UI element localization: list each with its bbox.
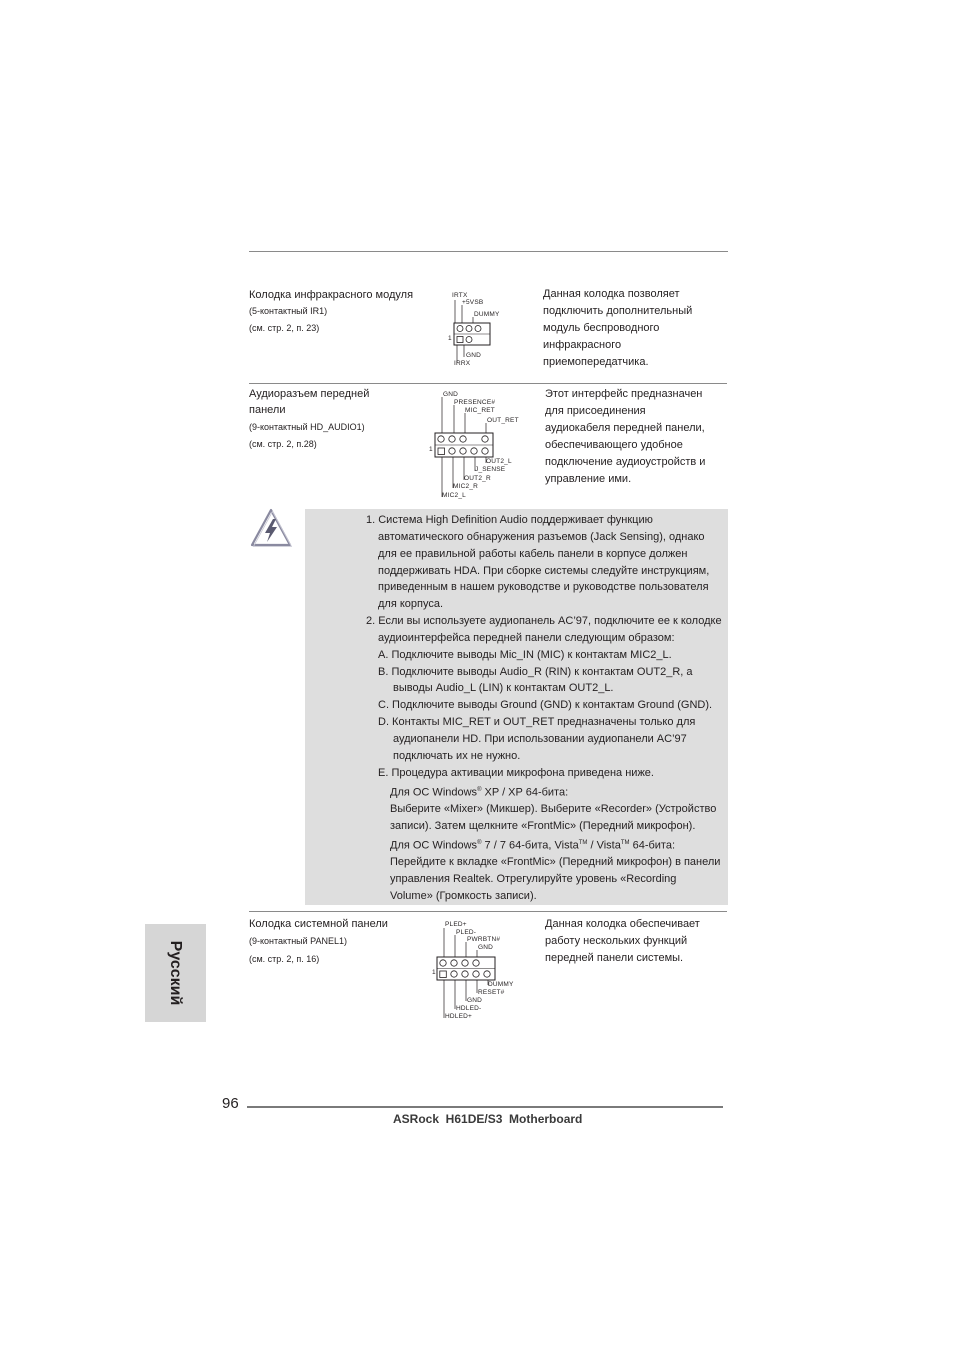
audio-pin-j-sense-label: J_SENSE [475,466,506,473]
note-line: D. Контакты MIC_RET и OUT_RET предназначены только для [378,716,696,729]
ir-pin-one-label: 1 [448,335,452,342]
audio-pin-out-ret-label: OUT_RET [487,417,519,424]
ir-pin-gnd-label: GND [466,352,482,359]
audio-pin-one-label: 1 [429,446,433,453]
panel-header-pin-diagram [432,918,532,1019]
note-line: B. Подключите выводы Audio_R (RIN) к контактам OUT2_R, а [378,665,693,678]
section-divider [249,911,727,912]
footer-product-name: ASRock H61DE/S3 Motherboard [393,1112,583,1126]
audio-header-ref: (см. стр. 2, п.28) [249,439,317,449]
audio-pin-mic-ret-label: MIC_RET [465,407,495,414]
audio-pin-gnd-label: GND [443,391,459,398]
desc-line: приемопередатчика. [543,356,649,368]
note-line: 1. Система High Definition Audio поддерживает функцию [366,514,653,526]
note-win7-mid: 7 / 7 64-бита, Vista [481,839,579,852]
note-text [305,512,730,905]
audio-pin-presence-label: PRESENCE# [454,399,496,406]
note-win7-mid2: / Vista [587,839,621,852]
ir-pin-dummy-label: DUMMY [474,311,500,318]
note-line: подключать их не нужно. [393,749,521,762]
note-win7-suffix: 64-бита: [629,839,676,852]
top-rule [249,251,728,252]
note-line: Перейдите к вкладке «FrontMic» (Передний микрофон) в панели [390,856,721,869]
note-line: поддерживать HDA. При сборке системы следуйте инструкциям, [378,564,710,577]
panel-pin-dummy-label: DUMMY [488,981,514,988]
desc-line: модуль беспроводного [543,322,660,334]
panel-pin-gnd-top-label: GND [478,944,494,951]
note-winxp-line [390,782,815,802]
panel-pin-reset-label: RESET# [478,989,505,996]
panel-pin-pwrbtn-label: PWRBTN# [467,936,501,943]
ir-header-subtitle: (5-контактный IR1) [249,306,328,316]
audio-pin-out2-l-label: OUT2_L [486,458,512,465]
desc-line: аудиокабеля передней панели, [545,422,705,434]
page-number: 96 [222,1095,239,1112]
note-line: автоматического обнаружения разъемов (Jack Sensing), однако [378,530,705,543]
audio-header-title-line-2: панели [249,404,286,416]
ir-header-pin-diagram [448,288,538,370]
desc-line: инфракрасного [543,339,622,351]
note-line: A. Подключите выводы Mic_IN (MIC) к контактам MIC2_L. [378,648,672,661]
note-line: записи). Затем щелкните «FrontMic» (Передний микрофон). [390,819,696,832]
audio-header-subtitle: (9-контактный HD_AUDIO1) [249,422,365,432]
note-line: 2. Если вы используете аудиопанель AC’97, подключите ее к колодке [366,615,722,628]
panel-header-subtitle: (9-контактный PANEL1) [249,936,348,946]
note-winxp-prefix: Для ОС Windows [390,786,478,799]
note-line: приведенным в нашем руководстве и руководстве пользователя [378,581,709,594]
note-line: C. Подключите выводы Ground (GND) к контактам Ground (GND). [378,699,713,712]
note-line: аудиопанели HD. При использовании аудиопанели AC’97 [393,732,687,745]
footer-rule [247,1106,723,1108]
ir-pin-irtx-label: IRTX [452,292,468,299]
desc-line: передней панели системы. [545,952,684,964]
note-win7-prefix: Для ОС Windows [390,839,478,852]
desc-line: управление ими. [545,473,632,485]
desc-line: подключение аудиоустройств и [545,456,706,468]
panel-pin-one-label: 1 [432,969,436,976]
registered-mark: ® [477,839,482,846]
desc-line: работу нескольких функций [545,935,688,947]
ir-pin-irrx-label: IRRX [454,360,471,367]
language-tab [145,924,206,1022]
note-line: выводы Audio_L (LIN) к контактам OUT2_L. [393,682,614,695]
panel-pin-pled-plus-label: PLED+ [445,921,467,928]
panel-pin-hdled-plus-label: HDLED+ [445,1013,473,1019]
audio-header-title-line-1: Аудиоразъем передней [249,388,370,400]
note-winxp-suffix: XP / XP 64-бита: [481,786,569,799]
audio-pin-out2-r-label: OUT2_R [464,475,491,482]
language-tab-label: Русский [167,940,184,1006]
note-line: Выберите «Mixer» (Микшер). Выберите «Recorder» (Устройство [390,803,717,815]
audio-pin-mic2-r-label: MIC2_R [453,483,479,490]
audio-pin-mic2-l-label: MIC2_L [442,492,466,499]
audio-header-pin-diagram [428,389,528,503]
note-win7-line [390,835,815,855]
note-line: Volume» (Громкость записи). [390,889,537,902]
desc-line: Этот интерфейс предназначен [545,388,703,400]
note-line: для ее правильной работы кабель панели в корпусе должен [378,547,688,560]
note-line: аудиоинтерфейса передней панели следующим образом: [378,631,675,644]
note-line: E. Процедура активации микрофона приведена ниже. [378,766,654,779]
desc-line: Данная колодка позволяет [543,288,680,300]
panel-header-description [545,916,700,967]
trademark-mark: TM [620,839,630,846]
panel-header-ref: (см. стр. 2, п. 16) [249,954,320,964]
panel-pin-hdled-minus-label: HDLED- [456,1005,482,1012]
ir-header-ref: (см. стр. 2, п. 23) [249,323,320,333]
ir-pin-5vsb-label: +5VSB [462,299,484,306]
note-line: управления Realtek. Отрегулируйте уровень «Recording [390,873,677,886]
panel-header-title: Колодка системной панели [249,918,388,930]
warning-lightning-icon [249,507,293,549]
desc-line: Данная колодка обеспечивает [545,918,700,930]
trademark-mark: TM [578,839,588,846]
desc-line: обеспечивающего удобное [545,439,683,451]
registered-mark: ® [477,786,482,793]
note-line: для корпуса. [378,598,444,611]
desc-line: для присоединения [545,405,646,417]
section-divider [249,383,727,384]
panel-pin-pled-minus-label: PLED- [456,929,477,936]
desc-line: подключить дополнительный [543,305,693,317]
ir-header-description [543,286,692,371]
panel-pin-gnd-bottom-label: GND [467,997,483,1004]
ir-header-title: Колодка инфракрасного модуля [249,289,414,301]
audio-header-description [545,386,705,488]
